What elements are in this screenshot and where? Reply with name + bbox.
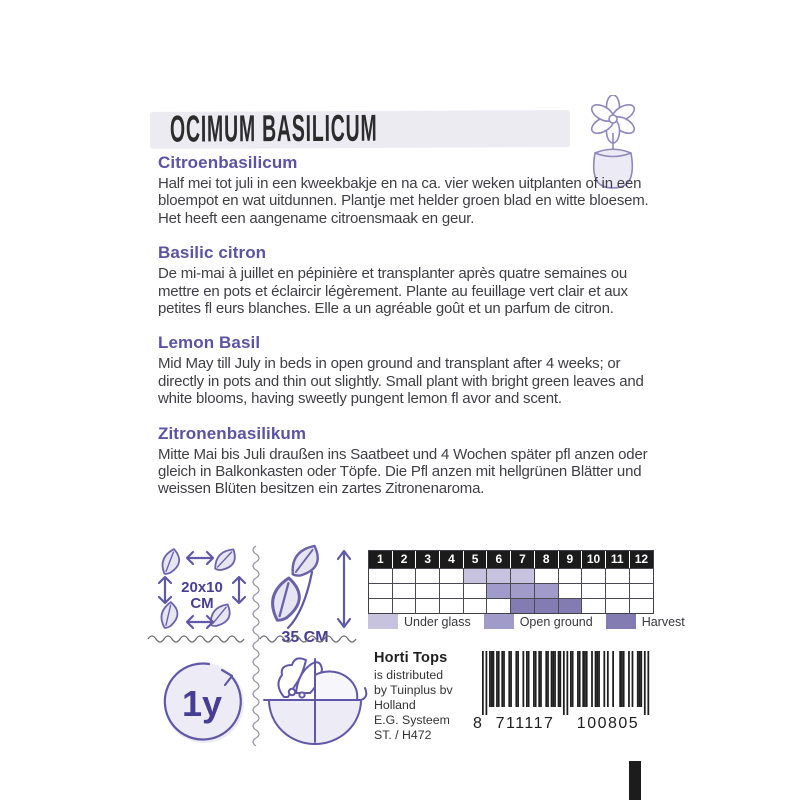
legend-item-under-glass: [368, 614, 471, 629]
calendar-cell: [393, 568, 417, 583]
under-glass-swatch: [368, 614, 398, 629]
calendar-cell: [559, 598, 583, 613]
distributor-line: Holland: [374, 698, 416, 712]
section-heading-de: Zitronenbasilikum: [158, 423, 307, 443]
cycle-value: 1y: [181, 683, 223, 724]
calendar-cell: [440, 583, 464, 598]
open-ground-label: Open ground: [519, 614, 593, 629]
calendar-cell: [559, 583, 583, 598]
distributor-line: E.G. Systeem: [374, 713, 450, 727]
print-registration-mark: [629, 761, 641, 800]
calendar-cell: [606, 568, 630, 583]
harvest-label: Harvest: [641, 614, 685, 629]
section-english: [158, 333, 656, 407]
distributor-line: by Tuinplus bv: [374, 683, 453, 697]
section-heading-fr: Basilic citron: [158, 243, 267, 263]
section-body-nl: Half mei tot juli in een kweekbakje en na ca. vier weken uitplanten of in een bloempot en wat uitdunnen. Plantje met helder groen blad en witte bloesem. Het heeft een aangename citroensmaak en geur.: [158, 175, 649, 227]
calendar-month-4: 4: [440, 551, 464, 568]
barcode-bars: [482, 651, 649, 715]
calendar-cell: [393, 598, 417, 613]
wavy-divider-left: [146, 633, 250, 645]
section-heading-nl: Citroenbasilicum: [158, 153, 298, 172]
calendar-month-11: 11: [606, 551, 630, 568]
calendar-cell: [582, 568, 606, 583]
distributor-name: Horti Tops: [374, 650, 448, 666]
calendar-cell: [582, 583, 606, 598]
calendar-cell: [464, 583, 488, 598]
spacing-unit: CM: [190, 595, 214, 612]
calendar-cell: [393, 583, 417, 598]
sowing-calendar: [368, 550, 654, 614]
calendar-cell: [511, 568, 535, 583]
calendar-cell: [606, 583, 630, 598]
distributor-line: is distributed: [374, 668, 444, 682]
calendar-cell: [487, 598, 511, 613]
calendar-cell: [369, 583, 393, 598]
calendar-cell: [369, 598, 393, 613]
calendar-month-12: 12: [630, 551, 654, 568]
calendar-cell: [464, 568, 488, 583]
calendar-cell: [464, 598, 488, 613]
section-body-de: Mitte Mai bis Juli draußen ins Saatbeet und 4 Wochen später pfl anzen oder gleich in Balkonkasten oder Töpfe. Die Pfl anzen mit hellgrünen Blätter und weissen Blüten besitzen ein zartes Zitronenaroma.: [158, 445, 648, 498]
plant-height-icon: [262, 538, 362, 646]
latin-name-title: OCIMUM BASILICUM: [169, 107, 378, 151]
calendar-cell: [511, 583, 535, 598]
calendar-cell: [630, 598, 654, 613]
ean13-barcode: [468, 649, 662, 735]
barcode-digit-lead: 8: [473, 715, 484, 732]
section-heading-en: Lemon Basil: [158, 333, 261, 353]
calendar-cell: [535, 568, 559, 583]
calendar-cell: [535, 583, 559, 598]
calendar-cell: [487, 568, 511, 583]
calendar-cell: [416, 598, 440, 613]
calendar-month-6: 6: [487, 551, 511, 568]
calendar-month-9: 9: [559, 551, 583, 568]
barcode-digits-left: 711117: [495, 715, 555, 732]
height-value: 35 CM: [281, 629, 329, 646]
calendar-cell: [416, 583, 440, 598]
calendar-cell: [582, 598, 606, 613]
section-german: [158, 424, 656, 498]
calendar-month-5: 5: [464, 551, 488, 568]
section-body-fr: De mi-mai à juillet en pépinière et transplanter après quatre semaines ou mettre en pots et éclaircir légèrement. Plante au feuillage vert clair et aux petites fl eurs blanches. Elle a un agréable goût et un parfum de citron.: [158, 265, 628, 318]
calendar-cell: [440, 568, 464, 583]
calendar-cell: [440, 598, 464, 613]
calendar-legend: [368, 614, 685, 629]
section-french: [158, 243, 656, 317]
height-arrow: [338, 551, 350, 627]
calendar-cell: [630, 568, 654, 583]
calendar-cell: [606, 598, 630, 613]
plant-spacing-icon: [150, 542, 254, 636]
calendar-cell: [511, 598, 535, 613]
harvest-swatch: [606, 614, 636, 629]
calendar-cell: [369, 568, 393, 583]
spacing-value: 20x10: [181, 579, 223, 596]
section-dutch: [158, 153, 656, 227]
section-body-en: Mid May till July in beds in open ground and transplant after 4 weeks; or directly in pots and thin out slightly. Small plant with bright green leaves and white blooms, having sweetly pungent lemon fl avor and scent.: [158, 355, 644, 408]
annual-cycle-icon: [152, 650, 258, 750]
calendar-month-7: 7: [511, 551, 535, 568]
calendar-cell: [487, 583, 511, 598]
distributor-line: ST. / H472: [374, 728, 432, 742]
calendar-cell: [535, 598, 559, 613]
barcode-digits-right: 100805: [576, 715, 640, 732]
calendar-month-1: 1: [369, 551, 393, 568]
legend-item-open-ground: [484, 614, 593, 629]
open-ground-swatch: [484, 614, 514, 629]
under-glass-label: Under glass: [404, 614, 471, 629]
calendar-cell: [630, 583, 654, 598]
title-bar: [150, 107, 570, 151]
legend-item-harvest: [606, 614, 685, 629]
calendar-cell: [416, 568, 440, 583]
description-sections: [158, 153, 656, 514]
calendar-cell: [559, 568, 583, 583]
calendar-month-8: 8: [535, 551, 559, 568]
salad-bowl-icon: [262, 643, 368, 751]
calendar-month-3: 3: [416, 551, 440, 568]
calendar-month-10: 10: [582, 551, 606, 568]
calendar-month-2: 2: [393, 551, 417, 568]
